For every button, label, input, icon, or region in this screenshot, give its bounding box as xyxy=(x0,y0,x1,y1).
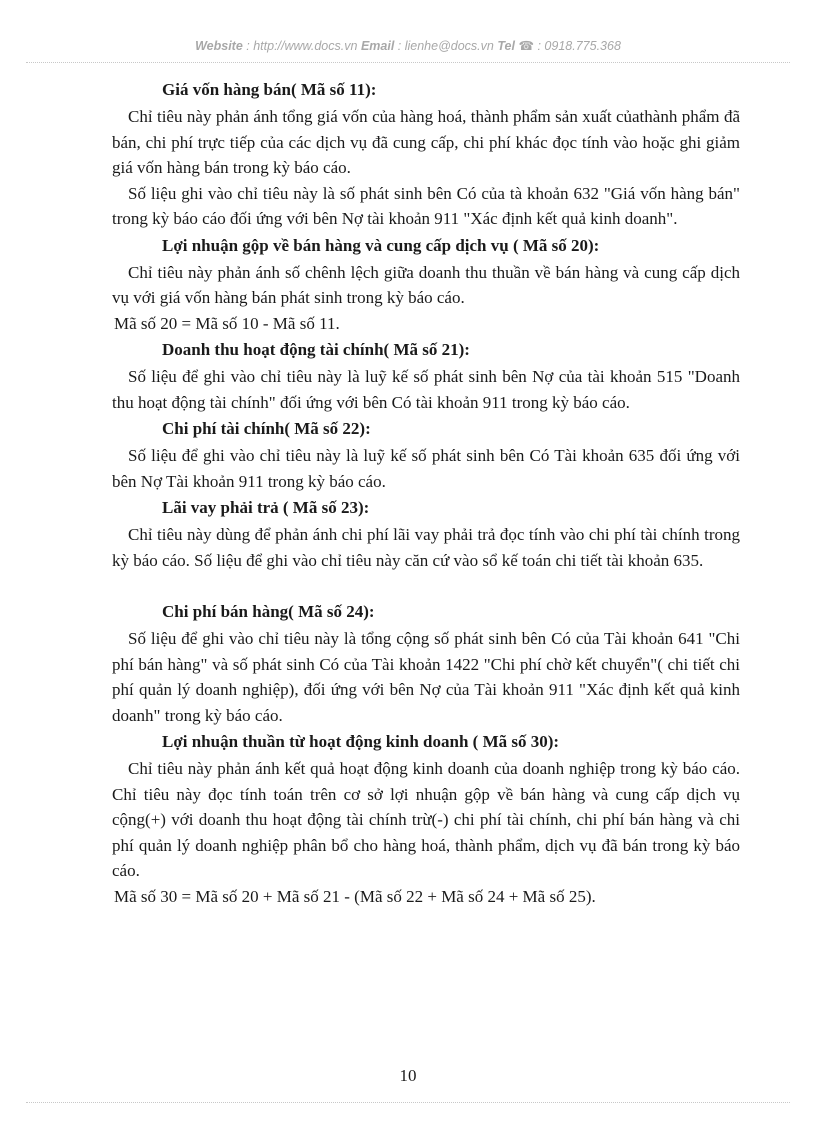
tel-label: Tel xyxy=(497,39,515,53)
section-gia-von xyxy=(112,76,740,232)
website-value: : http://www.docs.vn xyxy=(246,39,358,53)
blank-line xyxy=(112,573,740,598)
paragraph: Chỉ tiêu này phản ánh tổng giá vốn của hàng hoá, thành phẩm sản xuất củathành phẩm đã bán, chi phí trực tiếp của các dịch vụ đã cung cấp, chi phí khác đọc tính vào hoặc ghi giảm giá vốn hàng bán trong kỳ báo cáo. xyxy=(112,107,740,177)
page-number: 10 xyxy=(399,1066,417,1085)
section-heading: Lợi nhuận gộp về bán hàng và cung cấp dịch vụ ( Mã số 20): xyxy=(162,235,600,255)
section-chi-phi-tai-chinh xyxy=(112,415,740,494)
page-header xyxy=(0,38,816,53)
section-lai-vay xyxy=(112,494,740,573)
section-heading: Giá vốn hàng bán( Mã số 11): xyxy=(162,80,377,99)
paragraph: Số liệu ghi vào chỉ tiêu này là số phát sinh bên Có của tà khoản 632 "Giá vốn hàng bán" trong kỳ báo cáo đối ứng với bên Nợ tài khoản 911 "Xác định kết quả kinh doanh". xyxy=(112,183,740,228)
section-chi-phi-ban-hang xyxy=(112,598,740,728)
paragraph: Số liệu để ghi vào chỉ tiêu này là luỹ kế số phát sinh bên Có Tài khoản 635 đối ứng với bên Nợ Tài khoản 911 trong kỳ báo cáo. xyxy=(112,446,740,491)
paragraph: Số liệu để ghi vào chỉ tiêu này là tổng cộng số phát sinh bên Có của Tài khoản 641 "Chi phí bán hàng" và số phát sinh Có của Tài khoản 1422 "Chi phí chờ kết chuyển"( chi tiết chi phí quản lý doanh nghiệp), đối ứng với bên Nợ của Tài khoản 911 "Xác định kết quả kinh doanh" trong kỳ báo cáo. xyxy=(112,629,740,725)
formula: Mã số 20 = Mã số 10 - Mã số 11. xyxy=(114,313,340,333)
paragraph: Chỉ tiêu này dùng để phản ánh chi phí lãi vay phải trả đọc tính vào chi phí tài chính trong kỳ báo cáo. Số liệu để ghi vào chỉ tiêu này căn cứ vào sổ kế toán chi tiết tài khoản 635. xyxy=(112,525,740,570)
section-doanh-thu-tai-chinh xyxy=(112,336,740,415)
section-heading: Chi phí bán hàng( Mã số 24): xyxy=(162,602,375,621)
document-body xyxy=(112,76,740,909)
paragraph: Chỉ tiêu này phản ánh kết quả hoạt động kinh doanh của doanh nghiệp trong kỳ báo cáo. Chỉ tiêu này đọc tính toán trên cơ sở lợi nhuận gộp về bán hàng và cung cấp dịch vụ cộng(+) với doanh thu hoạt động tài chính trừ(-) chi phí tài chính, chi phí bán hàng và chi phí quản lý doanh nghiệp phân bổ cho hàng hoá, thành phẩm, dịch vụ đã bán trong kỳ báo cáo. xyxy=(112,759,740,880)
section-loi-nhuan-gop xyxy=(112,232,740,337)
section-heading: Lãi vay phải trả ( Mã số 23): xyxy=(162,498,370,517)
header-divider xyxy=(26,62,790,63)
paragraph: Chỉ tiêu này phản ánh số chênh lệch giữa doanh thu thuần về bán hàng và cung cấp dịch vụ với giá vốn hàng bán phát sinh trong kỳ báo cáo. xyxy=(112,262,740,307)
section-heading: Chi phí tài chính( Mã số 22): xyxy=(162,419,371,438)
section-heading: Lợi nhuận thuần từ hoạt động kinh doanh ( Mã số 30): xyxy=(162,732,560,751)
tel-value: ☎ : 0918.775.368 xyxy=(518,39,621,53)
formula: Mã số 30 = Mã số 20 + Mã số 21 - (Mã số 22 + Mã số 24 + Mã số 25). xyxy=(114,886,596,906)
paragraph: Số liệu để ghi vào chỉ tiêu này là luỹ kế số phát sinh bên Nợ của tài khoản 515 "Doanh thu hoạt động tài chính" đối ứng với bên Có tài khoản 911 trong kỳ báo cáo. xyxy=(112,367,740,412)
email-value: : lienhe@docs.vn xyxy=(397,39,494,53)
footer-divider xyxy=(26,1102,790,1103)
section-heading: Doanh thu hoạt động tài chính( Mã số 21): xyxy=(162,340,470,359)
website-label: Website xyxy=(195,39,243,53)
section-loi-nhuan-thuan xyxy=(112,728,740,909)
email-label: Email xyxy=(360,39,395,53)
